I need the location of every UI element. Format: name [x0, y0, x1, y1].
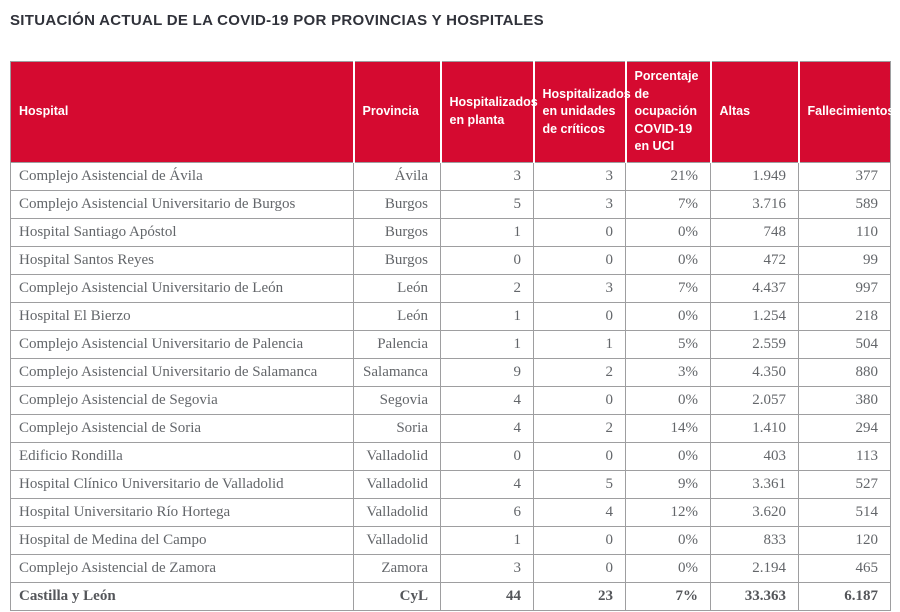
planta-cell: 1: [441, 302, 534, 330]
table-row: [11, 498, 891, 526]
hospital-cell: Hospital Clínico Universitario de Valladolid: [11, 470, 354, 498]
fallecimientos-cell: 377: [799, 162, 891, 190]
table-footer: [11, 582, 891, 610]
table-row: [11, 218, 891, 246]
altas-cell: 3.620: [711, 498, 799, 526]
criticos-cell: 3: [534, 274, 626, 302]
column-header-hospital: Hospital: [11, 62, 354, 163]
criticos-cell: 3: [534, 190, 626, 218]
provincia-cell: Burgos: [354, 246, 441, 274]
column-header-uci: Porcentaje de ocupación COVID-19 en UCI: [626, 62, 711, 163]
table-row: [11, 330, 891, 358]
uci-cell: 0%: [626, 302, 711, 330]
uci-cell: 0%: [626, 442, 711, 470]
planta-cell: 4: [441, 470, 534, 498]
criticos-cell: 0: [534, 526, 626, 554]
altas-cell: 4.437: [711, 274, 799, 302]
hospital-cell: Complejo Asistencial de Soria: [11, 414, 354, 442]
total-row: [11, 582, 891, 610]
uci-cell: 0%: [626, 218, 711, 246]
altas-cell: 2.057: [711, 386, 799, 414]
table-row: [11, 302, 891, 330]
provincia-cell: Valladolid: [354, 498, 441, 526]
uci-cell: 7%: [626, 274, 711, 302]
uci-cell: 0%: [626, 246, 711, 274]
planta-cell: 6: [441, 498, 534, 526]
planta-cell: 4: [441, 386, 534, 414]
criticos-cell: 1: [534, 330, 626, 358]
column-header-planta: Hospitalizados en planta: [441, 62, 534, 163]
uci-cell: 5%: [626, 330, 711, 358]
fallecimientos-cell: 99: [799, 246, 891, 274]
table-body: [11, 162, 891, 582]
provincia-cell: Salamanca: [354, 358, 441, 386]
planta-cell: 1: [441, 218, 534, 246]
altas-cell: 3.716: [711, 190, 799, 218]
hospital-cell: Hospital Santos Reyes: [11, 246, 354, 274]
fallecimientos-cell: 6.187: [799, 582, 891, 610]
hospital-cell: Hospital de Medina del Campo: [11, 526, 354, 554]
planta-cell: 9: [441, 358, 534, 386]
table-row: [11, 554, 891, 582]
fallecimientos-cell: 120: [799, 526, 891, 554]
table-row: [11, 470, 891, 498]
altas-cell: 33.363: [711, 582, 799, 610]
provincia-cell: CyL: [354, 582, 441, 610]
hospital-cell: Complejo Asistencial Universitario de Burgos: [11, 190, 354, 218]
planta-cell: 3: [441, 162, 534, 190]
altas-cell: 3.361: [711, 470, 799, 498]
provincia-cell: León: [354, 274, 441, 302]
fallecimientos-cell: 110: [799, 218, 891, 246]
hospital-cell: Complejo Asistencial Universitario de Palencia: [11, 330, 354, 358]
altas-cell: 2.194: [711, 554, 799, 582]
planta-cell: 1: [441, 330, 534, 358]
altas-cell: 748: [711, 218, 799, 246]
covid-hospitals-table: [10, 61, 895, 611]
hospital-cell: Hospital El Bierzo: [11, 302, 354, 330]
uci-cell: 3%: [626, 358, 711, 386]
table-row: [11, 246, 891, 274]
provincia-cell: Segovia: [354, 386, 441, 414]
column-header-fallecimientos: Fallecimientos: [799, 62, 891, 163]
table-row: [11, 162, 891, 190]
altas-cell: 472: [711, 246, 799, 274]
provincia-cell: Soria: [354, 414, 441, 442]
fallecimientos-cell: 380: [799, 386, 891, 414]
fallecimientos-cell: 113: [799, 442, 891, 470]
uci-cell: 7%: [626, 582, 711, 610]
altas-cell: 403: [711, 442, 799, 470]
column-header-altas: Altas: [711, 62, 799, 163]
fallecimientos-cell: 294: [799, 414, 891, 442]
fallecimientos-cell: 880: [799, 358, 891, 386]
hospital-cell: Complejo Asistencial de Zamora: [11, 554, 354, 582]
planta-cell: 1: [441, 526, 534, 554]
planta-cell: 0: [441, 246, 534, 274]
criticos-cell: 3: [534, 162, 626, 190]
uci-cell: 7%: [626, 190, 711, 218]
table-row: [11, 414, 891, 442]
provincia-cell: Burgos: [354, 190, 441, 218]
provincia-cell: Valladolid: [354, 526, 441, 554]
fallecimientos-cell: 465: [799, 554, 891, 582]
criticos-cell: 2: [534, 414, 626, 442]
provincia-cell: León: [354, 302, 441, 330]
hospital-cell: Complejo Asistencial de Segovia: [11, 386, 354, 414]
criticos-cell: 0: [534, 246, 626, 274]
hospital-cell: Complejo Asistencial Universitario de León: [11, 274, 354, 302]
altas-cell: 1.254: [711, 302, 799, 330]
provincia-cell: Valladolid: [354, 470, 441, 498]
planta-cell: 2: [441, 274, 534, 302]
altas-cell: 1.410: [711, 414, 799, 442]
table-header: [11, 62, 895, 163]
uci-cell: 21%: [626, 162, 711, 190]
fallecimientos-cell: 527: [799, 470, 891, 498]
header-row: [11, 62, 891, 163]
criticos-cell: 0: [534, 386, 626, 414]
hospital-cell: Hospital Santiago Apóstol: [11, 218, 354, 246]
criticos-cell: 0: [534, 442, 626, 470]
uci-cell: 0%: [626, 554, 711, 582]
hospital-cell: Castilla y León: [11, 582, 354, 610]
altas-cell: 2.559: [711, 330, 799, 358]
fallecimientos-cell: 997: [799, 274, 891, 302]
planta-cell: 3: [441, 554, 534, 582]
criticos-cell: 2: [534, 358, 626, 386]
criticos-cell: 4: [534, 498, 626, 526]
table-row: [11, 274, 891, 302]
planta-cell: 4: [441, 414, 534, 442]
fallecimientos-cell: 504: [799, 330, 891, 358]
table-row: [11, 358, 891, 386]
uci-cell: 0%: [626, 386, 711, 414]
column-header-criticos: Hospitalizados en unidades de críticos: [534, 62, 626, 163]
altas-cell: 833: [711, 526, 799, 554]
provincia-cell: Zamora: [354, 554, 441, 582]
table-row: [11, 526, 891, 554]
criticos-cell: 0: [534, 302, 626, 330]
hospital-cell: Edificio Rondilla: [11, 442, 354, 470]
provincia-cell: Palencia: [354, 330, 441, 358]
hospital-cell: Complejo Asistencial Universitario de Salamanca: [11, 358, 354, 386]
fallecimientos-cell: 218: [799, 302, 891, 330]
uci-cell: 0%: [626, 526, 711, 554]
provincia-cell: Valladolid: [354, 442, 441, 470]
uci-cell: 9%: [626, 470, 711, 498]
altas-cell: 1.949: [711, 162, 799, 190]
planta-cell: 44: [441, 582, 534, 610]
hospital-cell: Hospital Universitario Río Hortega: [11, 498, 354, 526]
criticos-cell: 5: [534, 470, 626, 498]
uci-cell: 14%: [626, 414, 711, 442]
criticos-cell: 0: [534, 554, 626, 582]
uci-cell: 12%: [626, 498, 711, 526]
column-header-provincia: Provincia: [354, 62, 441, 163]
page-title: SITUACIÓN ACTUAL DE LA COVID-19 POR PROVINCIAS Y HOSPITALES: [10, 12, 544, 29]
table-row: [11, 442, 891, 470]
criticos-cell: 23: [534, 582, 626, 610]
provincia-cell: Ávila: [354, 162, 441, 190]
hospital-cell: Complejo Asistencial de Ávila: [11, 162, 354, 190]
criticos-cell: 0: [534, 218, 626, 246]
planta-cell: 0: [441, 442, 534, 470]
fallecimientos-cell: 589: [799, 190, 891, 218]
table-row: [11, 386, 891, 414]
provincia-cell: Burgos: [354, 218, 441, 246]
table-row: [11, 190, 891, 218]
fallecimientos-cell: 514: [799, 498, 891, 526]
altas-cell: 4.350: [711, 358, 799, 386]
planta-cell: 5: [441, 190, 534, 218]
